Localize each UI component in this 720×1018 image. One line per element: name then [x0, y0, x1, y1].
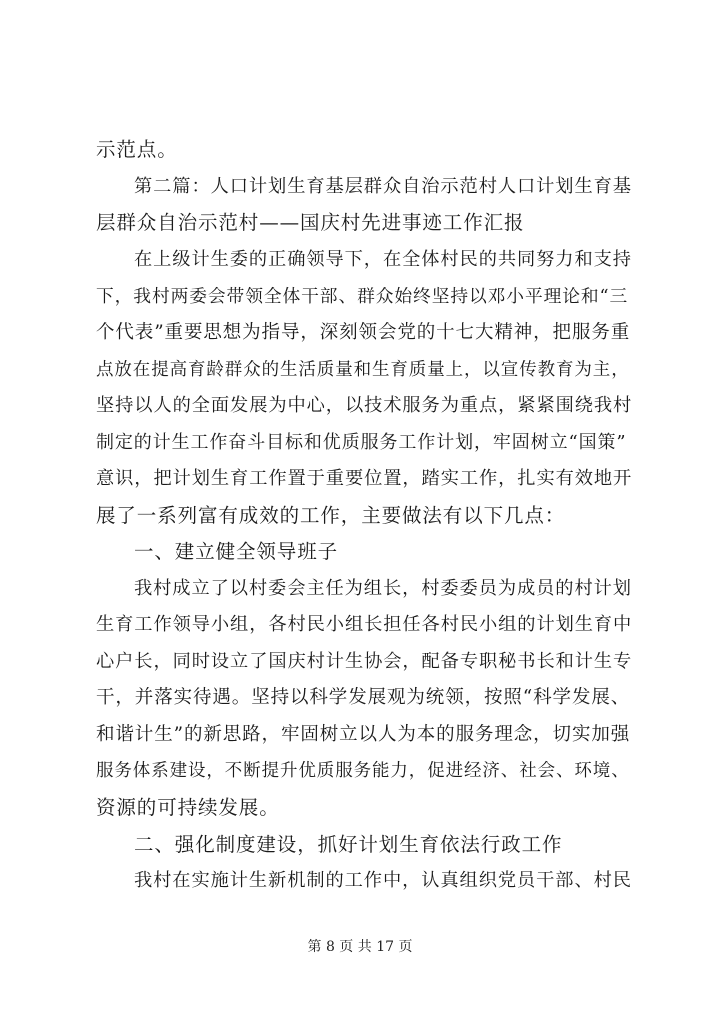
- paragraph-line: 个代表”重要思想为指导，深刻领会党的十七大精神，把服务重: [96, 322, 631, 343]
- subheading-1: 一、建立健全领导班子: [134, 540, 339, 563]
- paragraph-line: 点放在提高育龄群众的生活质量和生育质量上，以宣传教育为主，: [96, 360, 630, 380]
- paragraph-line: 意识，把计划生育工作置于重要位置，踏实工作，扎实有效地开: [96, 468, 633, 489]
- paragraph-line: 干，并落实待遇。坚持以科学发展观为统领，按照“科学发展、: [96, 687, 631, 708]
- paragraph-line: 资源的可持续发展。: [96, 796, 280, 819]
- section-title-line-1: 第二篇：人口计划生育基层群众自治示范村人口计划生育基: [134, 176, 632, 197]
- section-title-line-2: 层群众自治示范村——国庆村先进事迹工作汇报: [96, 211, 525, 234]
- paragraph-line: 生育工作领导小组，各村民小组长担任各村民小组的计划生育中: [96, 614, 633, 635]
- subheading-2: 二、强化制度建设，抓好计划生育依法行政工作: [134, 833, 563, 856]
- paragraph-line: 服务体系建设，不断提升优质服务能力，促进经济、社会、环境、: [96, 761, 630, 781]
- paragraph-line: 我村成立了以村委会主任为组长，村委委员为成员的村计划: [134, 578, 632, 599]
- paragraph-line: 心户长，同时设立了国庆村计生协会，配备专职秘书长和计生专: [96, 651, 633, 672]
- text-line-1: 示范点。: [96, 138, 178, 161]
- paragraph-line: 和谐计生”的新思路，牢固树立以人为本的服务理念，切实加强: [96, 724, 631, 745]
- paragraph-line: 在上级计生委的正确领导下，在全体村民的共同努力和支持: [134, 249, 632, 270]
- paragraph-line: 制定的计生工作奋斗目标和优质服务工作计划，牢固树立“国策”: [96, 432, 627, 453]
- page-number-footer: 第 8 页 共 17 页: [307, 939, 413, 955]
- paragraph-line: 我村在实施计生新机制的工作中，认真组织党员干部、村民: [134, 870, 632, 891]
- paragraph-line: 展了一系列富有成效的工作，主要做法有以下几点：: [96, 504, 566, 527]
- paragraph-line: 坚持以人的全面发展为中心，以技术服务为重点，紧紧围绕我村: [96, 395, 633, 416]
- paragraph-line: 下，我村两委会带领全体干部、群众始终坚持以邓小平理论和“三: [96, 287, 629, 307]
